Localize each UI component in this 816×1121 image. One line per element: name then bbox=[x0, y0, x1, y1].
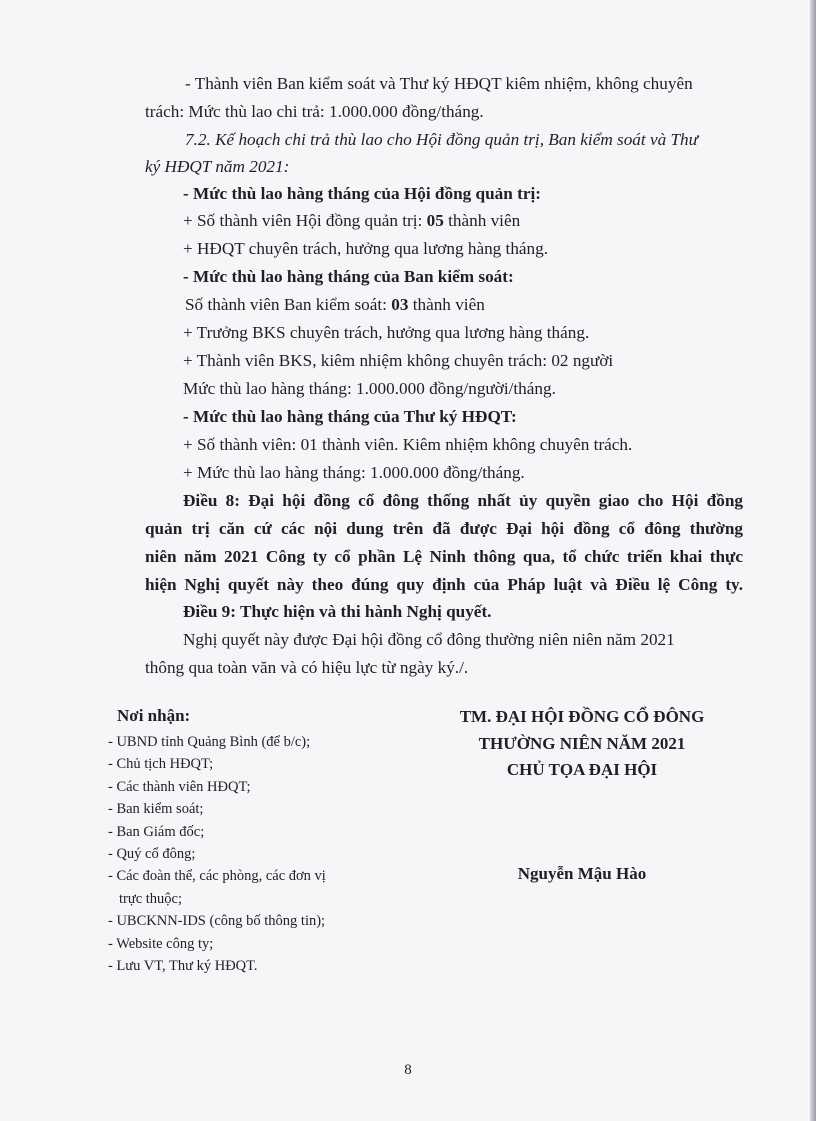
recipient-item: - Quý cổ đông; bbox=[108, 846, 196, 863]
recipient-item: - Ban kiểm soát; bbox=[108, 801, 204, 818]
member-count: 05 bbox=[426, 211, 444, 230]
article-9: Điều 9: Thực hiện và thi hành Nghị quyết. bbox=[183, 602, 492, 621]
paragraph-line: - Thành viên Ban kiểm soát và Thư ký HĐQT kiêm nhiệm, không chuyên bbox=[185, 74, 693, 93]
paragraph-line bbox=[185, 293, 485, 317]
text-span: Số thành viên Ban kiểm soát: bbox=[185, 295, 392, 314]
article-8-line: quản trị căn cứ các nội dung trên đã được Đại hội đồng cổ đông thường bbox=[145, 519, 743, 538]
signature-name: Nguyễn Mậu Hào bbox=[517, 864, 647, 883]
subheading-secretary: - Mức thù lao hàng tháng của Thư ký HĐQT: bbox=[183, 407, 517, 426]
signature-role: CHỦ TỌA ĐẠI HỘI bbox=[506, 760, 658, 779]
subheading-supervisory: - Mức thù lao hàng tháng của Ban kiểm soát: bbox=[183, 267, 514, 286]
article-8-line: niên năm 2021 Công ty cổ phần Lệ Ninh thông qua, tổ chức triển khai thực bbox=[145, 547, 743, 566]
text-span: thành viên bbox=[408, 295, 485, 314]
paragraph-line: + Số thành viên: 01 thành viên. Kiêm nhiệm không chuyên trách. bbox=[183, 435, 633, 454]
paragraph-line bbox=[183, 209, 520, 233]
page-number: 8 bbox=[404, 1062, 412, 1078]
paragraph-line: Nghị quyết này được Đại hội đồng cổ đông thường niên niên năm 2021 bbox=[183, 630, 675, 649]
recipients-title: Nơi nhận: bbox=[117, 706, 191, 725]
paragraph-line: trách: Mức thù lao chi trả: 1.000.000 đồng/tháng. bbox=[145, 102, 484, 121]
subheading-board: - Mức thù lao hàng tháng của Hội đồng quản trị: bbox=[183, 184, 541, 203]
text-span: + Số thành viên Hội đồng quản trị: bbox=[183, 211, 427, 230]
paragraph-line: thông qua toàn văn và có hiệu lực từ ngày ký./. bbox=[145, 658, 469, 677]
text-span: thành viên bbox=[443, 211, 521, 230]
recipient-item: - Ban Giám đốc; bbox=[108, 823, 205, 840]
paragraph-line: + Trưởng BKS chuyên trách, hưởng qua lương hàng tháng. bbox=[183, 323, 590, 342]
section-heading-7-2: 7.2. Kế hoạch chi trả thù lao cho Hội đồng quản trị, Ban kiểm soát và Thư bbox=[185, 130, 699, 149]
recipient-item: - Các đoàn thể, các phòng, các đơn vị bbox=[108, 868, 326, 885]
recipient-item: - Chủ tịch HĐQT; bbox=[108, 756, 214, 773]
paragraph-line: + Mức thù lao hàng tháng: 1.000.000 đồng/tháng. bbox=[183, 463, 525, 482]
recipient-item: - UBCKNN-IDS (công bố thông tin); bbox=[108, 913, 326, 930]
signature-org-line: THƯỜNG NIÊN NĂM 2021 bbox=[478, 734, 686, 753]
recipient-item: - Website công ty; bbox=[108, 935, 214, 952]
article-8: Điều 8: Đại hội đồng cổ đông thống nhất ủy quyền giao cho Hội đồng bbox=[183, 491, 743, 510]
section-heading-7-2-cont: ký HĐQT năm 2021: bbox=[145, 157, 290, 176]
paragraph-line: + Thành viên BKS, kiêm nhiệm không chuyên trách: 02 người bbox=[183, 351, 614, 370]
recipient-item: - Các thành viên HĐQT; bbox=[108, 778, 251, 795]
paragraph-line: Mức thù lao hàng tháng: 1.000.000 đồng/người/tháng. bbox=[183, 379, 556, 398]
recipient-item: - Lưu VT, Thư ký HĐQT. bbox=[108, 958, 258, 975]
recipients-list bbox=[108, 731, 368, 977]
recipient-item: trực thuộc; bbox=[119, 890, 183, 907]
article-8-line: hiện Nghị quyết này theo đúng quy định của Pháp luật và Điều lệ Công ty. bbox=[145, 575, 743, 594]
paragraph-line: + HĐQT chuyên trách, hưởng qua lương hàng tháng. bbox=[183, 239, 549, 258]
page-edge bbox=[810, 0, 816, 1121]
signature-org-line: TM. ĐẠI HỘI ĐỒNG CỔ ĐÔNG bbox=[459, 707, 705, 726]
member-count: 03 bbox=[391, 295, 409, 314]
recipient-item: - UBND tỉnh Quảng Bình (để b/c); bbox=[108, 734, 311, 750]
